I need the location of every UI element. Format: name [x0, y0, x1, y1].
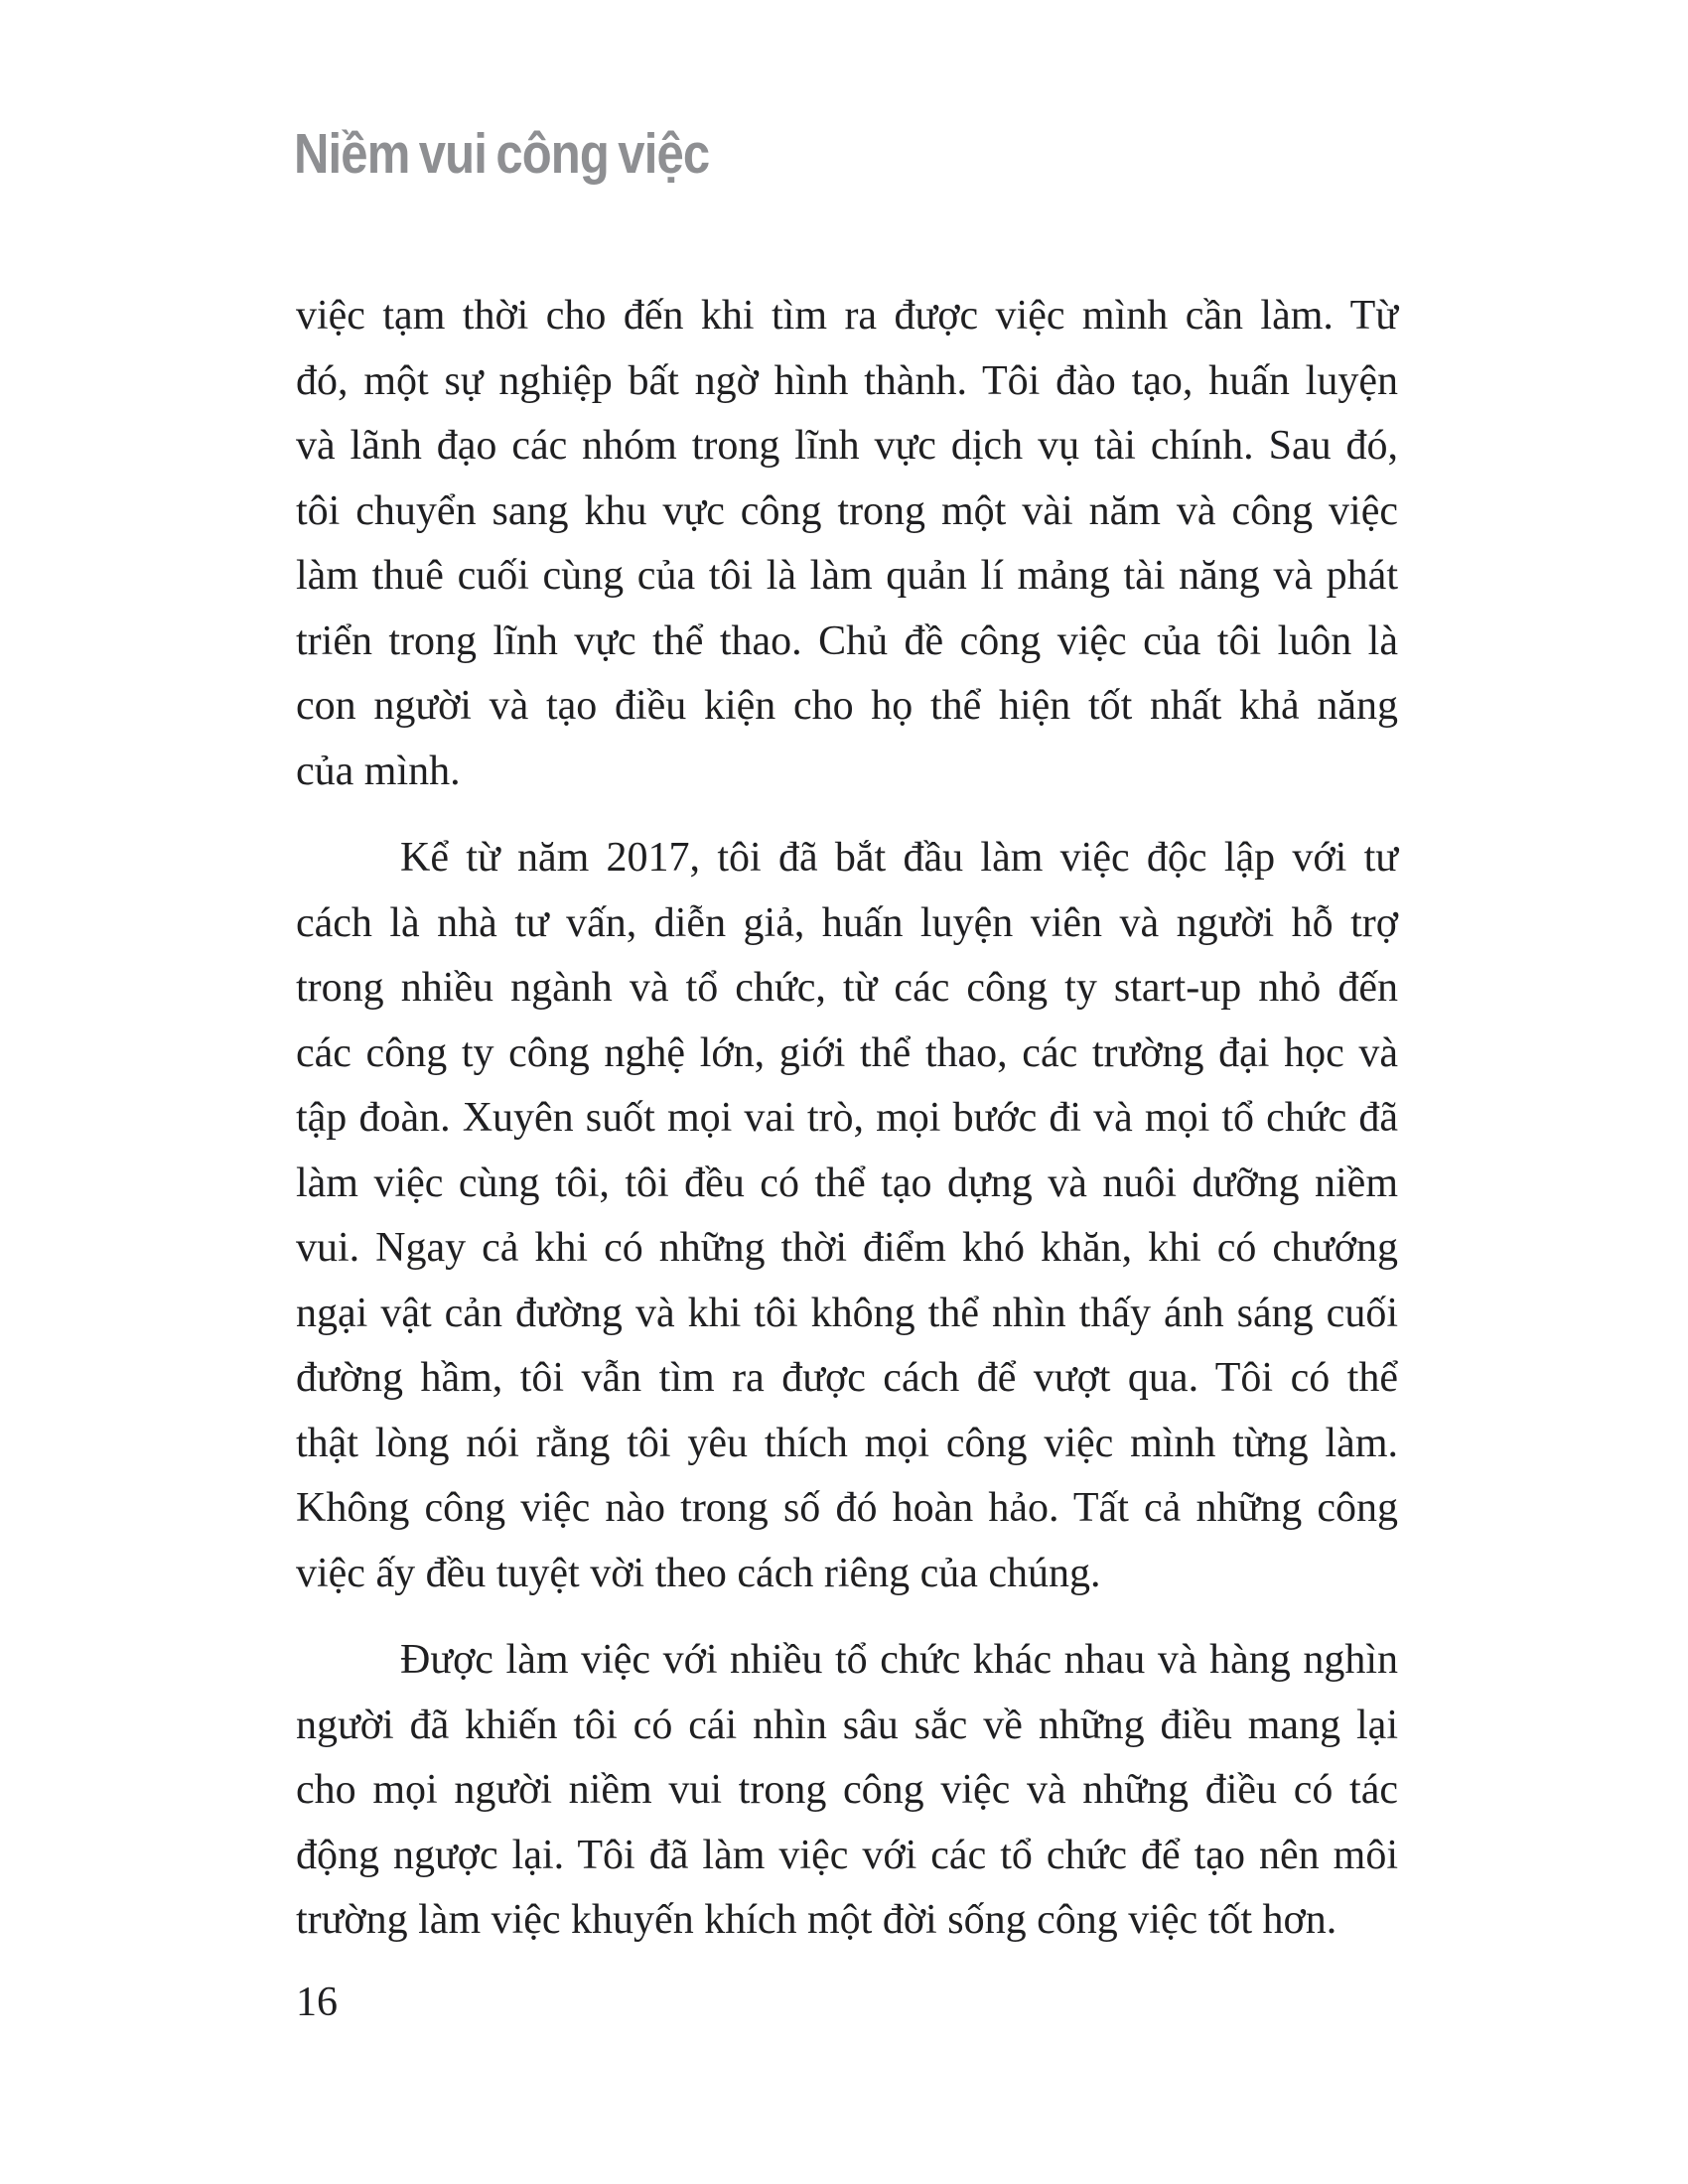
paragraph-3	[296, 1628, 1398, 1954]
body-line: con người và tạo điều kiện cho họ thể hiện tốt nhất khả năng	[296, 683, 1398, 729]
body-line: cho mọi người niềm vui trong công việc và những điều có tác	[296, 1767, 1398, 1813]
body-line: người đã khiến tôi có cái nhìn sâu sắc về những điều mang lại	[296, 1702, 1398, 1748]
body-line: Được làm việc với nhiều tổ chức khác nhau và hàng nghìn	[400, 1637, 1398, 1683]
body-line: của mình.	[296, 748, 461, 794]
body-line: các công ty công nghệ lớn, giới thể thao, các trường đại học và	[296, 1029, 1398, 1076]
paragraph-1	[296, 284, 1398, 804]
body-line: trường làm việc khuyến khích một đời sống công việc tốt hơn.	[296, 1897, 1337, 1943]
body-line: triển trong lĩnh vực thể thao. Chủ đề công việc của tôi luôn là	[296, 617, 1398, 664]
body-line: làm thuê cuối cùng của tôi là làm quản lí mảng tài năng và phát	[296, 553, 1398, 599]
body-line: thật lòng nói rằng tôi yêu thích mọi công việc mình từng làm.	[296, 1420, 1398, 1466]
body-line: tập đoàn. Xuyên suốt mọi vai trò, mọi bước đi và mọi tổ chức đã	[296, 1095, 1398, 1141]
body-line: việc tạm thời cho đến khi tìm ra được việc mình cần làm. Từ	[296, 293, 1398, 339]
body-line: vui. Ngay cả khi có những thời điểm khó khăn, khi có chướng	[296, 1225, 1398, 1271]
body-line: làm việc cùng tôi, tôi đều có thể tạo dựng và nuôi dưỡng niềm	[296, 1160, 1398, 1206]
body-line: Không công việc nào trong số đó hoàn hảo. Tất cả những công	[296, 1485, 1398, 1531]
page-body	[296, 284, 1398, 1954]
body-line: ngại vật cản đường và khi tôi không thể nhìn thấy ánh sáng cuối	[296, 1290, 1398, 1336]
paragraph-2	[296, 826, 1398, 1606]
body-line: tôi chuyển sang khu vực công trong một vài năm và công việc	[296, 487, 1398, 534]
body-line: đường hầm, tôi vẫn tìm ra được cách để vượt qua. Tôi có thể	[296, 1355, 1398, 1401]
body-line: động ngược lại. Tôi đã làm việc với các tổ chức để tạo nên môi	[296, 1832, 1398, 1878]
body-line: đó, một sự nghiệp bất ngờ hình thành. Tôi đào tạo, huấn luyện	[296, 357, 1398, 404]
body-line: việc ấy đều tuyệt vời theo cách riêng của chúng.	[296, 1550, 1101, 1596]
body-line: trong nhiều ngành và tổ chức, từ các công ty start-up nhỏ đến	[296, 965, 1398, 1011]
body-line: và lãnh đạo các nhóm trong lĩnh vực dịch vụ tài chính. Sau đó,	[296, 423, 1398, 469]
body-line: Kể từ năm 2017, tôi đã bắt đầu làm việc độc lập với tư	[400, 835, 1398, 881]
body-line: cách là nhà tư vấn, diễn giả, huấn luyện viên và người hỗ trợ	[296, 899, 1398, 946]
page-number: 16	[296, 1979, 338, 2025]
running-head: Niềm vui công việc	[294, 122, 710, 186]
